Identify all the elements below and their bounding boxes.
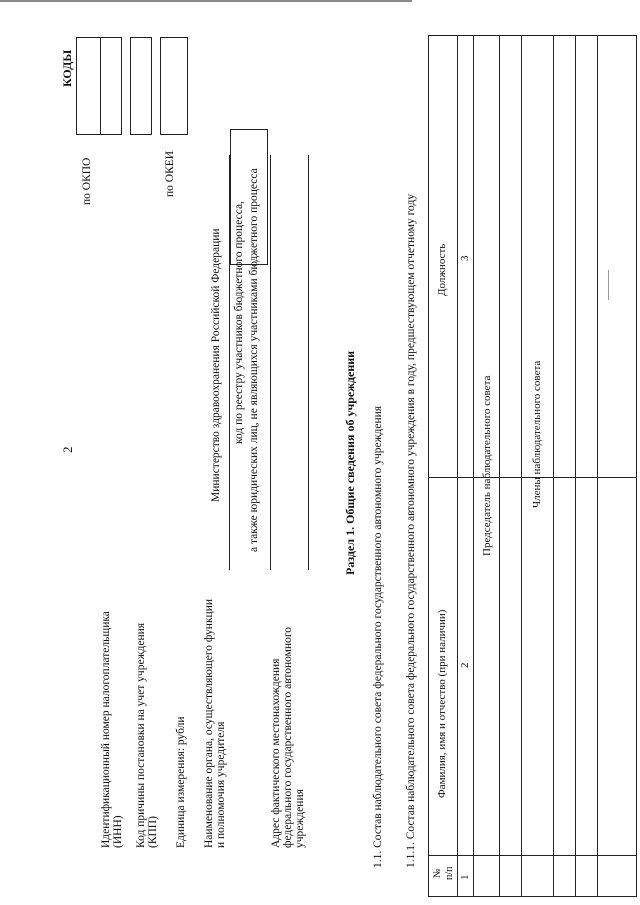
registry-code-label-line2: а также юридических лиц, не являющихся участниками бюджетного процесса <box>248 168 260 552</box>
table-header-position: Должность <box>436 243 448 296</box>
table-colnum-2: 2 <box>459 662 471 668</box>
unit-label: Единица измерения: рубли <box>175 716 187 848</box>
item-1-1-1: 1.1.1. Состав наблюдательного совета федерального государственного автономного учреждения в году, предшествующем отчетному году <box>405 193 417 868</box>
founder-organ-value: Министерство здравоохранения Российской Федерации <box>210 228 222 502</box>
inn-label: Идентификационный номер налогоплательщика (ИНН) <box>100 611 124 848</box>
okei-code-box[interactable] <box>160 37 188 135</box>
item-1-1: 1.1. Состав наблюдательного совета федерального государственного автономного учреждения <box>372 405 384 868</box>
kpp-label: Код причины постановки на учет учреждения (КПП) <box>135 622 159 848</box>
okei-label: по ОКЕИ <box>164 150 176 197</box>
supervisory-board-table <box>428 35 637 897</box>
table-row-chairman: Председатель наблюдательного совета <box>481 375 493 556</box>
registry-underline <box>270 155 271 570</box>
page-number: 2 <box>60 446 75 453</box>
table-header-name: Фамилия, имя и отчество (при наличии) <box>436 609 448 798</box>
table-row-members: Члены наблюдательного совета <box>531 360 543 508</box>
registry-code-label-line1: код по реестру участников бюджетного процесса, <box>233 201 245 444</box>
founder-organ-underline <box>229 155 230 570</box>
inn-code-box[interactable] <box>100 37 122 135</box>
okpo-code-box[interactable] <box>76 37 102 135</box>
address-label: Адрес фактического местонахождения федерального государственного автономного учреждения <box>270 626 306 848</box>
okpo-label: по ОКПО <box>81 157 93 205</box>
table-colnum-1: 1 <box>459 874 471 880</box>
table-colnum-3: 3 <box>459 255 471 261</box>
table-header-num: № п/п <box>432 866 455 880</box>
codes-header: КОДЫ <box>60 49 74 87</box>
section-1-title: Раздел 1. Общие сведения об учреждении <box>343 350 357 575</box>
founder-organ-label: Наименование органа, осуществляющего функции и полномочия учредителя <box>203 599 227 848</box>
kpp-code-box[interactable] <box>130 37 152 135</box>
address-underline <box>308 155 309 570</box>
